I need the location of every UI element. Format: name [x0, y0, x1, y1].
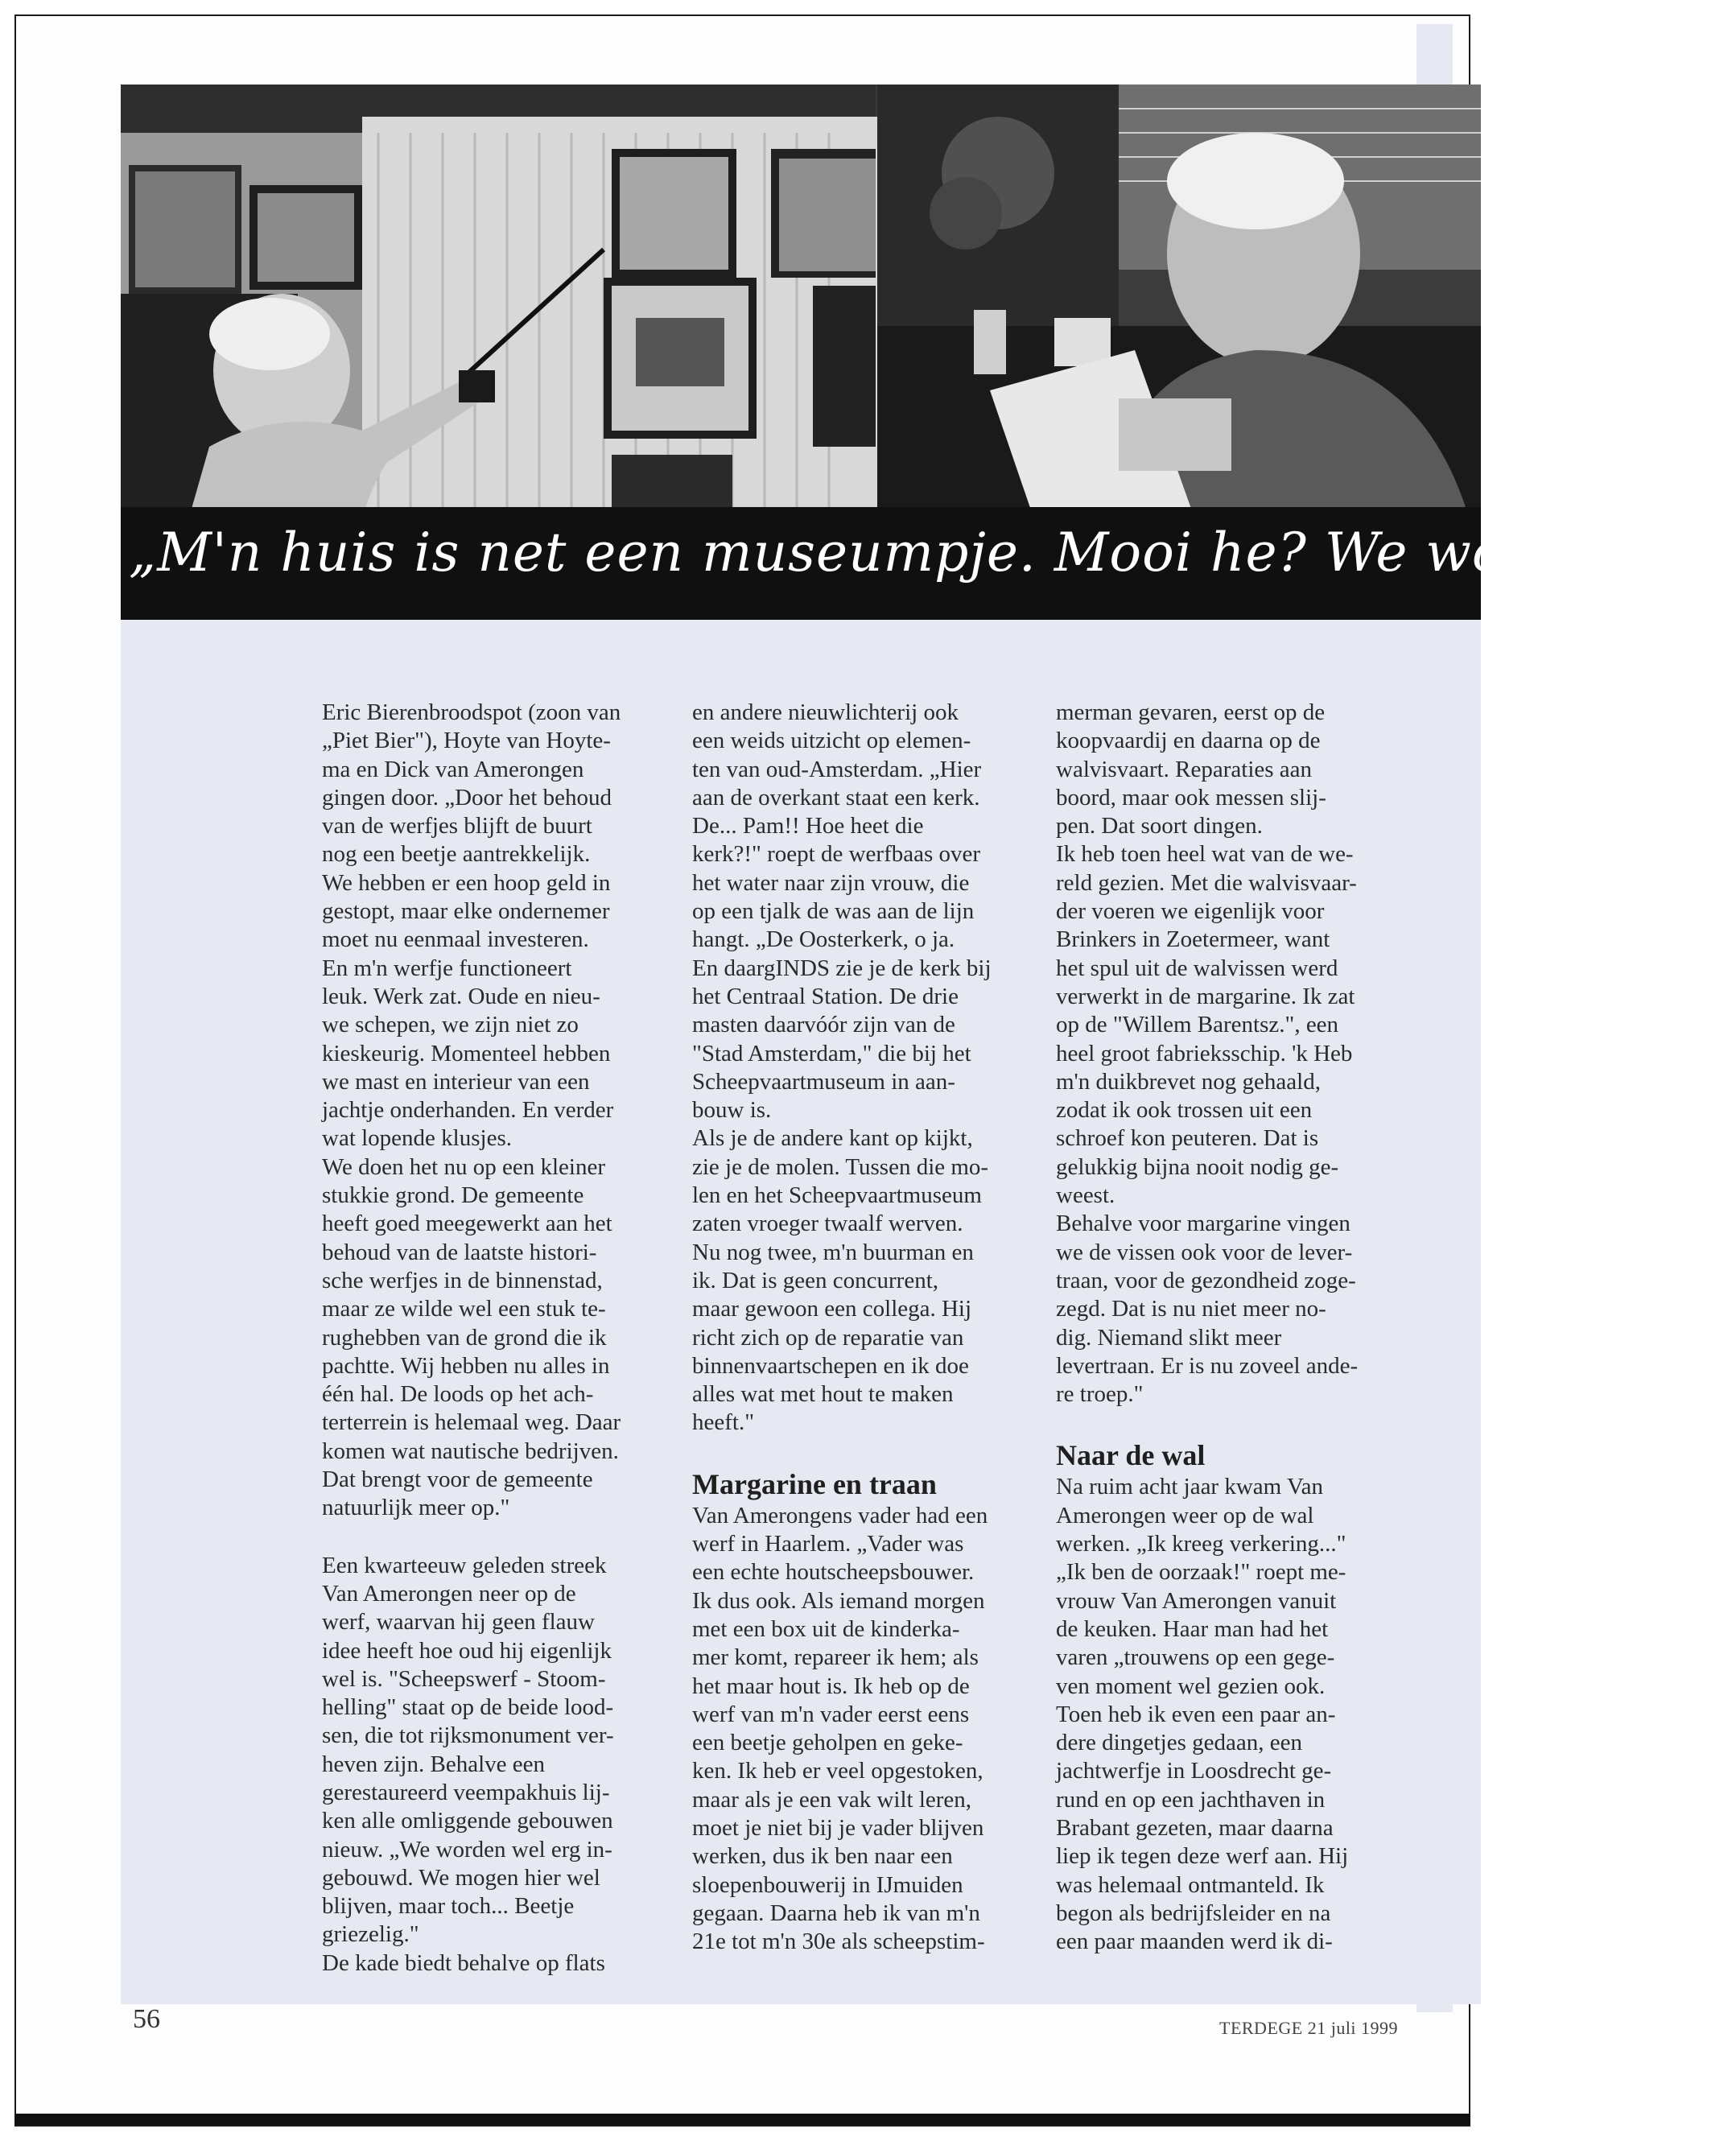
text-column-1: [322, 699, 660, 1978]
text-line: een weids uitzicht op elemen-: [692, 728, 971, 754]
text-line: natuurlijk meer op.": [322, 1495, 510, 1521]
text-line: ma en Dick van Amerongen: [322, 756, 584, 782]
photo-man-pointing: [121, 85, 876, 531]
text-line: het spul uit de walvissen werd: [1056, 955, 1338, 981]
text-line: pen. Dat soort dingen.: [1056, 813, 1263, 839]
text-line: sloepenbouwerij in IJmuiden: [692, 1871, 963, 1898]
text-line: maar als je een vak wilt leren,: [692, 1786, 972, 1813]
paragraph: [692, 699, 1030, 1438]
text-line: aan de overkant staat een kerk.: [692, 784, 980, 811]
text-line: leuk. Werk zat. Oude en nieu-: [322, 983, 600, 1009]
text-line: gebouwd. We mogen hier wel: [322, 1864, 600, 1891]
text-line: van de werfjes blijft de buurt: [322, 813, 592, 839]
text-line: m'n duikbrevet nog gehaald,: [1056, 1068, 1321, 1095]
text-line: heeft goed meegewerkt aan het: [322, 1211, 612, 1237]
text-line: het water naar zijn vrouw, die: [692, 869, 970, 896]
text-line: weest.: [1056, 1182, 1115, 1209]
text-line: we mast en interieur van een: [322, 1068, 590, 1095]
text-line: De kade biedt behalve op flats: [322, 1949, 605, 1976]
text-line: wat lopende klusjes.: [322, 1125, 512, 1152]
text-line: een echte houtscheepsbouwer.: [692, 1559, 975, 1586]
text-line: schroef kon peuteren. Dat is: [1056, 1125, 1319, 1152]
text-line: "Stad Amsterdam," die bij het: [692, 1040, 971, 1066]
text-line: met een box uit de kinderka-: [692, 1615, 960, 1642]
text-line: idee heeft hoe oud hij eigenlijk: [322, 1637, 612, 1664]
text-line: ven moment wel gezien ook.: [1056, 1673, 1326, 1699]
page-number: 56: [133, 2004, 160, 2034]
text-line: Dat brengt voor de gemeente: [322, 1467, 593, 1493]
text-line: masten daarvóór zijn van de: [692, 1012, 955, 1038]
photo-caption-band: [121, 507, 1736, 620]
text-line: Van Amerongen neer op de: [322, 1580, 576, 1607]
text-line: zegd. Dat is nu niet meer no-: [1056, 1296, 1326, 1322]
text-line: Behalve voor margarine vingen: [1056, 1211, 1350, 1237]
text-line: ken alle omliggende gebouwen: [322, 1808, 613, 1834]
text-line: zaten vroeger twaalf werven.: [692, 1211, 963, 1237]
text-line: sen, die tot rijksmonument ver-: [322, 1722, 614, 1749]
text-line: verwerkt in de margarine. Ik zat: [1056, 983, 1355, 1009]
text-line: de keuken. Haar man had het: [1056, 1615, 1329, 1642]
text-column-2: [692, 699, 1030, 1956]
text-line: gestopt, maar elke ondernemer: [322, 898, 610, 925]
text-line: Een kwarteeuw geleden streek: [322, 1552, 607, 1578]
text-line: op een tjalk de was aan de lijn: [692, 898, 975, 925]
paragraph: [322, 1552, 660, 1978]
text-line: werf, waarvan hij geen flauw: [322, 1609, 595, 1636]
text-line: sche werfjes in de binnenstad,: [322, 1267, 603, 1293]
text-line: kerk?!" roept de werfbaas over: [692, 841, 981, 868]
paragraph: [1056, 699, 1394, 1409]
text-line: varen „trouwens op een gege-: [1056, 1644, 1335, 1671]
text-line: werken. „Ik kreeg verkering...": [1056, 1531, 1346, 1557]
text-line: zodat ik ook trossen uit een: [1056, 1097, 1313, 1124]
text-line: was helemaal ontmanteld. Ik: [1056, 1871, 1325, 1898]
text-line: Amerongen weer op de wal: [1056, 1502, 1314, 1528]
text-line: walvisvaart. Reparaties aan: [1056, 756, 1313, 782]
text-line: gelukkig bijna nooit nodig ge-: [1056, 1153, 1339, 1180]
text-line: dere dingetjes gedaan, een: [1056, 1730, 1302, 1756]
section-heading: Margarine en traan: [692, 1467, 937, 1500]
text-line: ken. Ik heb er veel opgestoken,: [692, 1758, 983, 1784]
text-line: het Centraal Station. De drie: [692, 983, 959, 1009]
text-line: nieuw. „We worden wel erg in-: [322, 1836, 612, 1863]
text-line: nog een beetje aantrekkelijk.: [322, 841, 591, 868]
text-line: maar ze wilde wel een stuk te-: [322, 1296, 606, 1322]
text-line: het maar hout is. Ik heb op de: [692, 1673, 970, 1699]
text-line: merman gevaren, eerst op de: [1056, 699, 1326, 725]
text-line: We doen het nu op een kleiner: [322, 1153, 605, 1180]
text-line: Van Amerongens vader had een: [692, 1502, 988, 1528]
text-line: heel groot fabrieksschip. 'k Heb: [1056, 1040, 1353, 1066]
text-line: jachtje onderhanden. En verder: [322, 1097, 614, 1124]
text-line: 21e tot m'n 30e als scheepstim-: [692, 1929, 985, 1955]
text-line: mer komt, repareer ik hem; als: [692, 1644, 979, 1671]
text-line: jachtwerfje in Loosdrecht ge-: [1056, 1758, 1332, 1784]
magazine-footer: TERDEGE 21 juli 1999: [1219, 2018, 1399, 2038]
text-line: Ik dus ook. Als iemand morgen: [692, 1587, 985, 1614]
text-line: ik. Dat is geen concurrent,: [692, 1267, 939, 1293]
photo-man-reading: [877, 85, 1481, 531]
text-line: we schepen, we zijn niet zo: [322, 1012, 579, 1038]
text-line: een paar maanden werd ik di-: [1056, 1929, 1333, 1955]
text-line: hangt. „De Oosterkerk, o ja.: [692, 926, 955, 953]
text-line: griezelig.": [322, 1921, 419, 1948]
text-line: pachtte. Wij hebben nu alles in: [322, 1352, 610, 1379]
text-line: liep ik tegen deze werf aan. Hij: [1056, 1843, 1349, 1870]
text-line: De... Pam!! Hoe heet die: [692, 813, 924, 839]
text-line: werf in Haarlem. „Vader was: [692, 1531, 964, 1557]
text-line: heven zijn. Behalve een: [322, 1751, 545, 1777]
text-line: op de "Willem Barentsz.", een: [1056, 1012, 1339, 1038]
text-line: dig. Niemand slikt meer: [1056, 1324, 1282, 1351]
text-line: zie je de molen. Tussen die mo-: [692, 1153, 989, 1180]
paragraph: [1056, 1473, 1394, 1956]
text-line: komen wat nautische bedrijven.: [322, 1438, 619, 1464]
text-line: binnenvaartschepen en ik doe: [692, 1352, 969, 1379]
text-line: moet je niet bij je vader blijven: [692, 1814, 984, 1841]
text-line: Brinkers in Zoetermeer, want: [1056, 926, 1330, 953]
text-line: bouw is.: [692, 1097, 772, 1124]
photo-caption: „M'n huis is net een museumpje. Mooi he? We wonen hier: [129, 522, 1736, 584]
text-line: moet nu eenmaal investeren.: [322, 926, 589, 953]
text-line: richt zich op de reparatie van: [692, 1324, 964, 1351]
paragraph: [692, 1502, 1030, 1957]
text-line: ten van oud-Amsterdam. „Hier: [692, 756, 982, 782]
text-line: Ik heb toen heel wat van de we-: [1056, 841, 1354, 868]
photo-strip: [121, 85, 1481, 531]
text-line: wel is. "Scheepswerf - Stoom-: [322, 1665, 606, 1692]
text-line: we de vissen ook voor de lever-: [1056, 1239, 1353, 1265]
text-line: reld gezien. Met die walvisvaar-: [1056, 869, 1357, 896]
text-line: gingen door. „Door het behoud: [322, 784, 612, 811]
text-line: boord, maar ook messen slij-: [1056, 784, 1326, 811]
text-line: behoud van de laatste histori-: [322, 1239, 597, 1265]
text-line: Brabant gezeten, maar daarna: [1056, 1814, 1334, 1841]
text-line: rughebben van de grond die ik: [322, 1324, 607, 1351]
text-line: maar gewoon een collega. Hij: [692, 1296, 972, 1322]
text-line: rund en op een jachthaven in: [1056, 1786, 1326, 1813]
text-line: „Piet Bier"), Hoyte van Hoyte-: [322, 728, 611, 754]
text-line: Eric Bierenbroodspot (zoon van: [322, 699, 621, 725]
text-line: levertraan. Er is nu zoveel ande-: [1056, 1352, 1359, 1379]
text-line: traan, voor de gezondheid zoge-: [1056, 1267, 1356, 1293]
text-column-3: [1056, 699, 1394, 1956]
text-line: Na ruim acht jaar kwam Van: [1056, 1474, 1324, 1500]
text-line: gegaan. Daarna heb ik van m'n: [692, 1900, 980, 1926]
text-line: „Ik ben de oorzaak!" roept me-: [1056, 1559, 1346, 1586]
text-line: een beetje geholpen en geke-: [692, 1730, 963, 1756]
text-line: begon als bedrijfsleider en na: [1056, 1900, 1331, 1926]
text-line: re troep.": [1056, 1381, 1144, 1408]
text-line: blijven, maar toch... Beetje: [322, 1893, 575, 1920]
text-line: stukkie grond. De gemeente: [322, 1182, 584, 1209]
paragraph: [322, 699, 660, 1523]
text-line: Toen heb ik even een paar an-: [1056, 1701, 1336, 1727]
text-line: alles wat met hout te maken: [692, 1381, 954, 1408]
text-line: En m'n werfje functioneert: [322, 955, 572, 981]
text-line: één hal. De loods op het ach-: [322, 1381, 594, 1408]
text-line: der voeren we eigenlijk voor: [1056, 898, 1325, 925]
text-line: werf van m'n vader eerst eens: [692, 1701, 970, 1727]
text-line: len en het Scheepvaartmuseum: [692, 1182, 982, 1209]
text-line: en andere nieuwlichterij ook: [692, 699, 959, 725]
text-line: heeft.": [692, 1409, 755, 1436]
text-line: vrouw Van Amerongen vanuit: [1056, 1587, 1337, 1614]
text-line: werken, dus ik ben naar een: [692, 1843, 953, 1870]
text-line: gerestaureerd veempakhuis lij-: [322, 1779, 610, 1805]
text-line: Nu nog twee, m'n buurman en: [692, 1239, 974, 1265]
bottom-edge-bar: [14, 2114, 1470, 2125]
text-line: helling" staat op de beide lood-: [322, 1694, 614, 1721]
section-heading: Naar de wal: [1056, 1439, 1206, 1472]
text-line: terterrein is helemaal weg. Daar: [322, 1409, 621, 1436]
text-line: koopvaardij en daarna op de: [1056, 728, 1321, 754]
text-line: kieskeurig. Momenteel hebben: [322, 1040, 611, 1066]
text-line: Als je de andere kant op kijkt,: [692, 1125, 973, 1152]
text-line: En daargINDS zie je de kerk bij: [692, 955, 992, 981]
text-line: Scheepvaartmuseum in aan-: [692, 1068, 955, 1095]
text-line: We hebben er een hoop geld in: [322, 869, 611, 896]
